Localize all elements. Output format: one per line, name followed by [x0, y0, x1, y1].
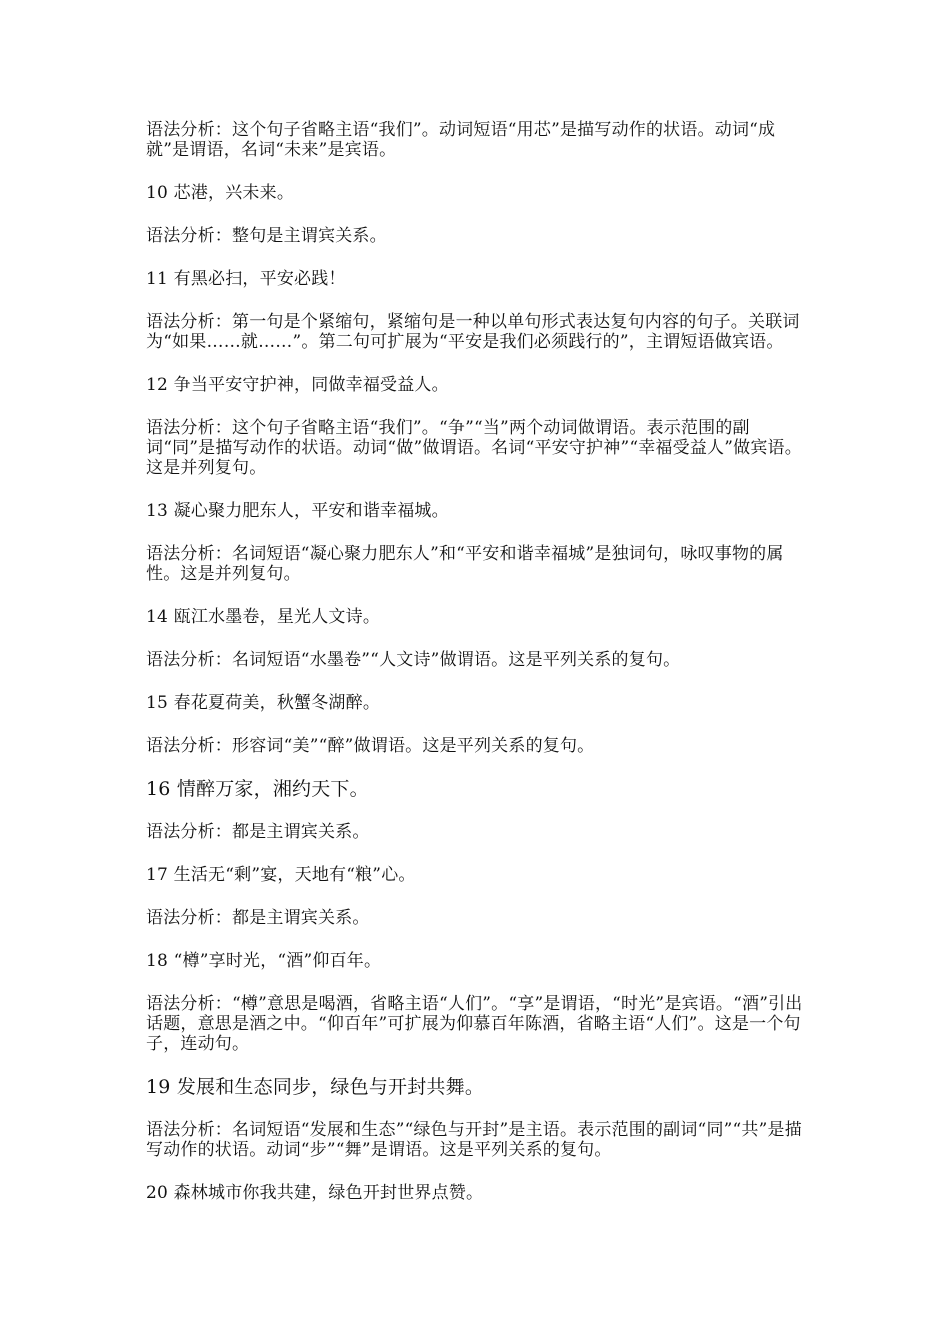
- document-body: [146, 120, 816, 1203]
- slogan-18: 18 “樽”享时光，“酒”仰百年。: [146, 951, 382, 971]
- slogan-19: 19 发展和生态同步，绿色与开封共舞。: [146, 1076, 485, 1098]
- slogan-20: 20 森林城市你我共建，绿色开封世界点赞。: [146, 1183, 484, 1203]
- analysis-paragraph-14: 语法分析：名词短语“水墨卷”“人文诗”做谓语。这是平列关系的复句。: [146, 650, 681, 670]
- analysis-paragraph-19: 语法分析：名词短语“发展和生态”“绿色与开封”是主语。表示范围的副词“同”“共”是描写动作的状语。动词“步”“舞”是谓语。这是平列关系的复句。: [146, 1120, 802, 1160]
- slogan-12: 12 争当平安守护神，同做幸福受益人。: [146, 375, 449, 395]
- analysis-paragraph-18: 语法分析：“樽”意思是喝酒，省略主语“人们”。“享”是谓语，“时光”是宾语。“酒”引出话题，意思是酒之中。“仰百年”可扩展为仰慕百年陈酒，省略主语“人们”。这是一个句子，连动句。: [146, 994, 803, 1054]
- analysis-paragraph-10: 语法分析：整句是主谓宾关系。: [146, 226, 387, 246]
- slogan-14: 14 瓯江水墨卷，星光人文诗。: [146, 607, 381, 627]
- slogan-10: 10 芯港，兴未来。: [146, 183, 295, 203]
- slogan-13: 13 凝心聚力肥东人，平安和谐幸福城。: [146, 501, 449, 521]
- slogan-15: 15 春花夏荷美，秋蟹冬湖醉。: [146, 693, 381, 713]
- analysis-paragraph-15: 语法分析：形容词“美”“醉”做谓语。这是平列关系的复句。: [146, 736, 595, 756]
- analysis-paragraph-11: 语法分析：第一句是个紧缩句，紧缩句是一种以单句形式表达复句内容的句子。关联词为“如果……就……”。第二句可扩展为“平安是我们必须践行的”，主谓短语做宾语。: [146, 312, 800, 352]
- analysis-paragraph-13: 语法分析：名词短语“凝心聚力肥东人”和“平安和谐幸福城”是独词句，咏叹事物的属性。这是并列复句。: [146, 544, 784, 584]
- slogan-16: 16 情醉万家，湘约天下。: [146, 778, 369, 800]
- analysis-paragraph-17: 语法分析：都是主谓宾关系。: [146, 908, 370, 928]
- analysis-paragraph-16: 语法分析：都是主谓宾关系。: [146, 822, 370, 842]
- slogan-11: 11 有黑必扫，平安必践！: [146, 269, 346, 289]
- slogan-17: 17 生活无“剩”宴，天地有“粮”心。: [146, 865, 416, 885]
- analysis-paragraph-9: 语法分析：这个句子省略主语“我们”。动词短语“用芯”是描写动作的状语。动词“成就”是谓语，名词“未来”是宾语。: [146, 120, 776, 160]
- analysis-paragraph-12: 语法分析：这个句子省略主语“我们”。“争”“当”两个动词做谓语。表示范围的副词“同”是描写动作的状语。动词“做”做谓语。名词“平安守护神”“幸福受益人”做宾语。这是并列复句。: [146, 418, 802, 478]
